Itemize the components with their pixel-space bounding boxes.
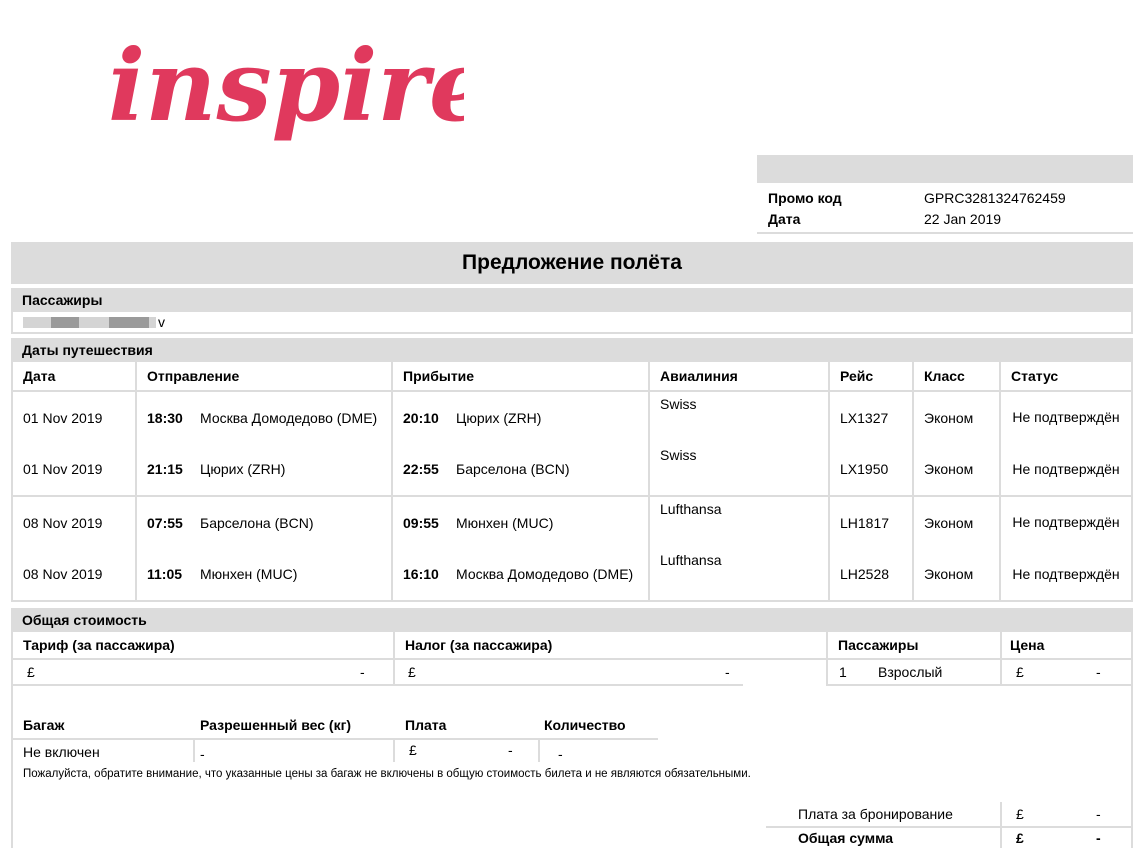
tax-currency: £ xyxy=(408,664,416,680)
total-label: Общая сумма xyxy=(798,830,894,846)
divider xyxy=(393,738,395,762)
quantity-label: Количество xyxy=(544,717,626,733)
promo-date-row xyxy=(757,208,1133,229)
dep-time: 11:05 xyxy=(147,566,183,582)
row-status: Не подтверждён xyxy=(1012,565,1120,582)
offer-sheet xyxy=(11,242,1133,848)
totals-divider xyxy=(766,826,1131,828)
col-status: Статус xyxy=(1000,362,1131,391)
passenger-name-suffix: v xyxy=(158,314,165,330)
passengers-heading: Пассажиры xyxy=(11,288,1133,312)
row-departure xyxy=(136,548,392,600)
row-departure xyxy=(136,443,392,495)
row-date: 08 Nov 2019 xyxy=(13,496,136,548)
table-row xyxy=(13,443,1131,495)
tax-label: Налог (за пассажира) xyxy=(405,637,553,653)
row-class: Эконом xyxy=(913,391,1000,443)
baggage-label: Багаж xyxy=(23,717,65,733)
arr-time: 16:10 xyxy=(403,566,439,582)
row-airline: Swiss xyxy=(649,443,829,495)
promo-header-bar xyxy=(757,155,1133,183)
row-date: 08 Nov 2019 xyxy=(13,548,136,600)
travel-heading: Даты путешествия xyxy=(11,338,1133,362)
dep-place: Мюнхен (MUC) xyxy=(200,566,298,582)
allowed-weight-label: Разрешенный вес (кг) xyxy=(200,717,352,733)
arr-place: Мюнхен (MUC) xyxy=(456,514,554,531)
col-airline: Авиалиния xyxy=(649,362,829,391)
row-class: Эконом xyxy=(913,496,1000,548)
row-status: Не подтверждён xyxy=(1012,409,1120,425)
row-departure xyxy=(136,391,392,443)
passenger-name xyxy=(11,312,1133,334)
cost-header-divider xyxy=(13,658,1131,660)
row-class: Эконом xyxy=(913,548,1000,600)
price-label: Цена xyxy=(1010,637,1045,653)
travel-header-row xyxy=(13,362,1131,391)
divider xyxy=(1000,632,1002,686)
arr-place: Москва Домодедово (DME) xyxy=(456,566,634,582)
fare-value: - xyxy=(360,664,365,680)
row-flight: LX1327 xyxy=(829,391,913,443)
row-status: Не подтверждён xyxy=(1012,514,1120,530)
logo-graphic xyxy=(104,20,464,195)
cost-heading: Общая стоимость xyxy=(11,608,1133,632)
dep-time: 21:15 xyxy=(147,461,183,477)
dep-place: Цюрих (ZRH) xyxy=(200,461,286,477)
col-flight: Рейс xyxy=(829,362,913,391)
divider xyxy=(826,632,828,686)
arr-time: 09:55 xyxy=(403,514,439,531)
divider xyxy=(1000,802,1002,848)
dep-time: 18:30 xyxy=(147,409,183,426)
page-title: Предложение полёта xyxy=(11,242,1133,284)
arr-time: 20:10 xyxy=(403,409,439,426)
row-status: Не подтверждён xyxy=(1012,460,1120,477)
row-airline: Lufthansa xyxy=(649,496,829,548)
arr-place: Барселона (BCN) xyxy=(456,461,570,477)
booking-fee-value: - xyxy=(1096,806,1101,822)
price-value: - xyxy=(1096,664,1101,680)
baggage-note: Пожалуйста, обратите внимание, что указанные цены за багаж не включены в общую стоимость билета и не являются обязательными. xyxy=(23,768,751,780)
row-arrival xyxy=(392,548,649,600)
col-class: Класс xyxy=(913,362,1000,391)
col-departure: Отправление xyxy=(136,362,392,391)
booking-fee-label: Плата за бронирование xyxy=(798,806,953,822)
travel-table xyxy=(13,362,1131,600)
fee-currency: £ xyxy=(409,742,417,758)
divider xyxy=(13,684,743,686)
table-row xyxy=(13,391,1131,443)
divider xyxy=(13,738,658,740)
col-date: Дата xyxy=(13,362,136,391)
table-row xyxy=(13,496,1131,548)
arr-place: Цюрих (ZRH) xyxy=(456,409,542,426)
row-airline: Lufthansa xyxy=(649,548,829,600)
row-airline: Swiss xyxy=(649,391,829,443)
promo-date-label: Дата xyxy=(768,210,801,227)
passenger-type: Взрослый xyxy=(878,664,943,680)
row-arrival xyxy=(392,496,649,548)
dep-place: Москва Домодедово (DME) xyxy=(200,409,378,426)
promo-code-label: Промо код xyxy=(768,189,842,206)
promo-code-value: GPRC3281324762459 xyxy=(924,189,1066,206)
row-flight: LX1950 xyxy=(829,443,913,495)
price-currency: £ xyxy=(1016,664,1024,680)
travel-table-wrap xyxy=(11,362,1133,600)
redacted-name xyxy=(23,317,156,328)
tax-value: - xyxy=(725,664,730,680)
fare-currency: £ xyxy=(27,664,35,680)
divider xyxy=(826,684,1131,686)
promo-divider xyxy=(757,232,1133,234)
row-date: 01 Nov 2019 xyxy=(13,443,136,495)
promo-code-row xyxy=(757,187,1133,208)
row-arrival xyxy=(392,443,649,495)
cost-section xyxy=(11,632,1133,848)
row-flight: LH2528 xyxy=(829,548,913,600)
row-flight: LH1817 xyxy=(829,496,913,548)
passengers-label: Пассажиры xyxy=(838,637,919,653)
row-departure xyxy=(136,496,392,548)
divider xyxy=(538,738,540,762)
row-class: Эконом xyxy=(913,443,1000,495)
logo-wordmark: inspire xyxy=(108,29,464,144)
row-arrival xyxy=(392,391,649,443)
arr-time: 22:55 xyxy=(403,461,439,477)
travel-table-bottom xyxy=(11,600,1133,602)
booking-fee-currency: £ xyxy=(1016,806,1024,822)
baggage-value: Не включен xyxy=(23,744,100,760)
divider xyxy=(393,632,395,686)
fee-value: - xyxy=(508,742,513,758)
promo-date-value: 22 Jan 2019 xyxy=(924,210,1002,227)
fare-label: Тариф (за пассажира) xyxy=(23,637,175,653)
row-date: 01 Nov 2019 xyxy=(13,391,136,443)
col-arrival: Прибытие xyxy=(392,362,649,391)
inspire-logo xyxy=(104,20,464,195)
quantity-value: - xyxy=(558,746,563,762)
total-value: - xyxy=(1096,830,1101,846)
divider xyxy=(193,738,195,762)
passenger-count: 1 xyxy=(839,664,847,680)
table-row xyxy=(13,548,1131,600)
dep-time: 07:55 xyxy=(147,514,183,531)
fee-label: Плата xyxy=(405,717,447,733)
dep-place: Барселона (BCN) xyxy=(200,514,314,531)
promo-box xyxy=(757,155,1133,234)
total-currency: £ xyxy=(1016,830,1024,846)
allowed-weight-value: - xyxy=(200,746,205,762)
